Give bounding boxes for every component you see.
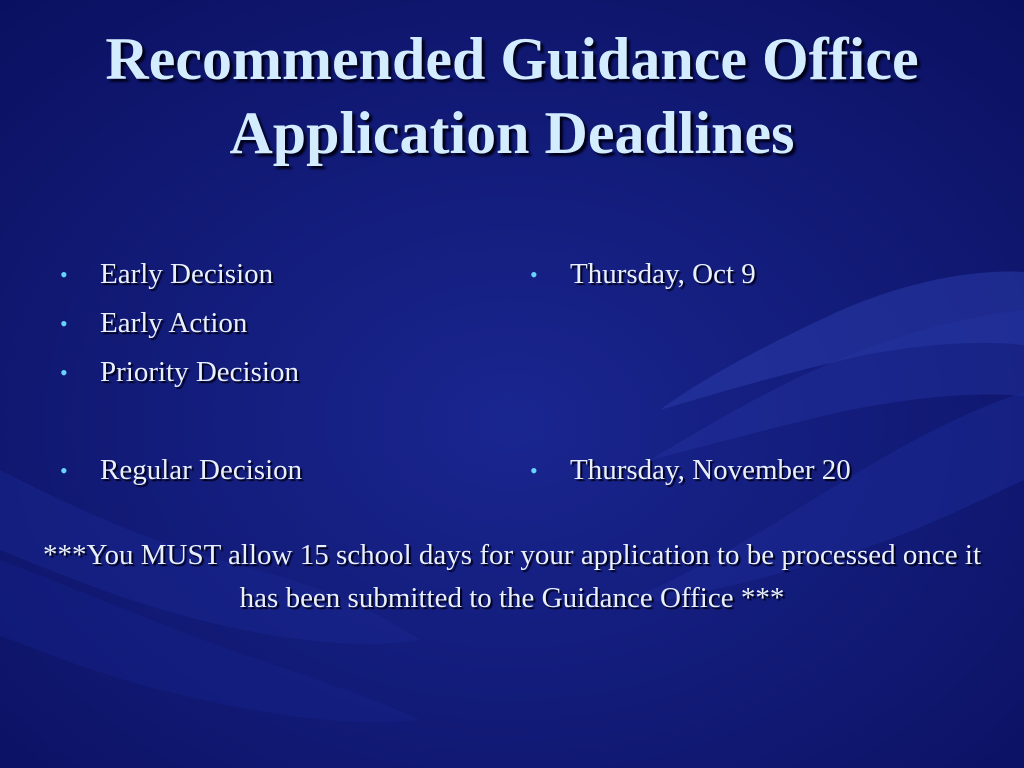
deadline-date-list xyxy=(530,250,1000,495)
list-item-early-deadline xyxy=(530,250,1000,299)
title-line-2: Application Deadlines xyxy=(229,100,795,166)
bullet-icon: • xyxy=(60,458,68,483)
list-spacer xyxy=(530,348,1000,397)
processing-time-note: ***You MUST allow 15 school days for your application to be processed once it has been submitted to the Guidance Office *** xyxy=(42,539,982,614)
list-item-label: Early Action xyxy=(100,307,248,339)
list-spacer xyxy=(530,299,1000,348)
list-item-label: Regular Decision xyxy=(100,454,303,486)
decision-type-list xyxy=(60,250,490,495)
slide-title xyxy=(0,22,1024,170)
list-item-early-decision xyxy=(60,250,490,299)
list-item-early-action xyxy=(60,299,490,348)
bullet-icon: • xyxy=(530,262,538,287)
bullet-icon: • xyxy=(60,311,68,336)
list-item-label: Thursday, November 20 xyxy=(570,454,851,486)
title-line-1: Recommended Guidance Office xyxy=(105,26,919,92)
list-item-label: Thursday, Oct 9 xyxy=(570,258,756,290)
bullet-icon: • xyxy=(530,458,538,483)
list-item-label: Early Decision xyxy=(100,258,274,290)
list-item-label: Priority Decision xyxy=(100,356,299,388)
list-item-regular-decision xyxy=(60,446,490,495)
bullet-icon: • xyxy=(60,262,68,287)
list-item-priority-decision xyxy=(60,348,490,397)
list-item-regular-deadline xyxy=(530,446,1000,495)
bullet-icon: • xyxy=(60,360,68,385)
